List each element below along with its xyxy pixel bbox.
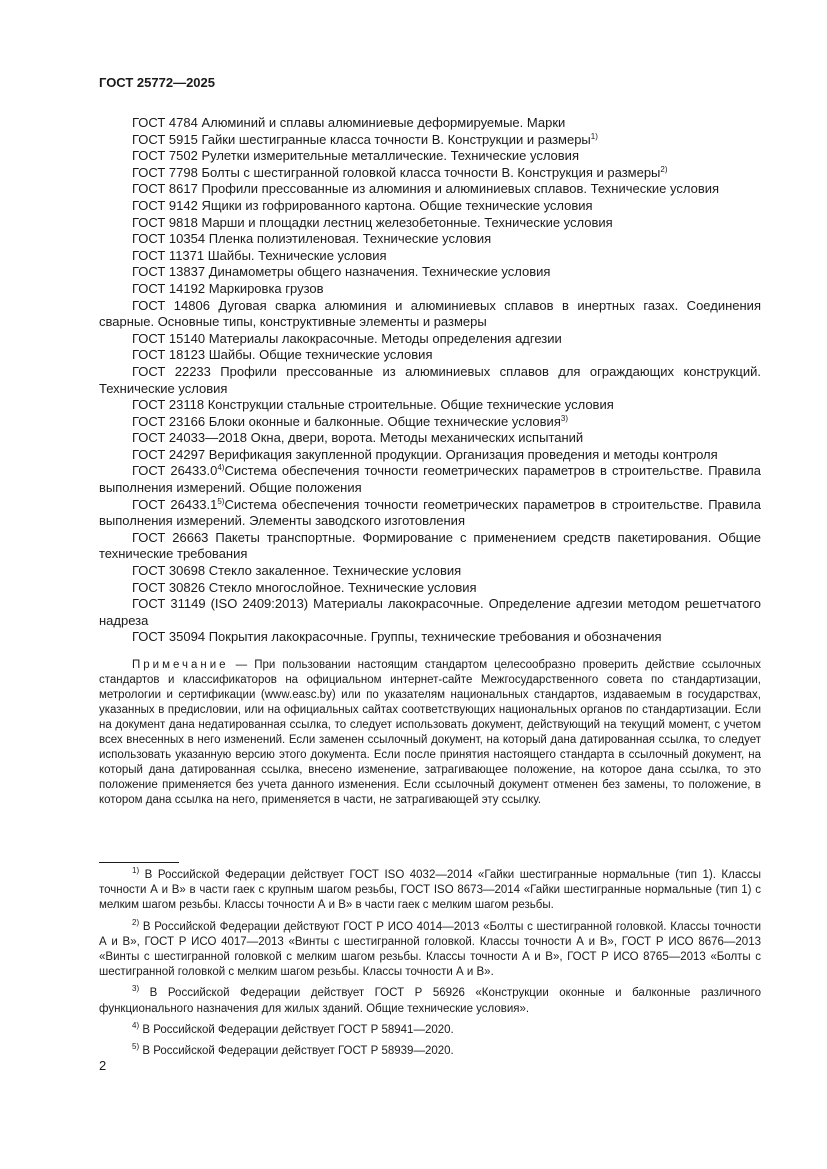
reference-item: ГОСТ 4784 Алюминий и сплавы алюминиевые деформируемые. Марки: [132, 115, 566, 130]
footnote-ref: 2): [660, 164, 668, 174]
footnote: $^{2)}$ В Российской Федерации действуют ГОСТ Р ИСО 4014—2013 «Болты с шестигранной головкой. Классы точности А и В», ГОСТ Р ИСО 4017—2013 «Винты с шестигранной головкой. Классы точности А и В», ГОСТ Р ИСО 8676—2013 «Винты с шестигранной головкой с мелким шагом резьбы. Классы точности А и В», ГОСТ Р ИСО 8765—2013 «Болты с шестигранной головкой с мелким шагом резьбы. Классы точности А и В».: [99, 917, 761, 979]
footnote-mark: 5): [132, 1042, 140, 1052]
footnote-ref: 4): [217, 463, 225, 473]
reference-item: ГОСТ 11371 Шайбы. Технические условия: [132, 247, 387, 263]
reference-item: ГОСТ 9142 Ящики из гофрированного картона. Общие технические условия: [132, 197, 593, 213]
reference-item: ГОСТ 22233 Профили прессованные из алюминиевых сплавов для ограждающих конструкций. Технические условия: [99, 363, 761, 396]
reference-item: ГОСТ 5915 Гайки шестигранные класса точности В. Конструкции и размеры$^{1)}$: [132, 131, 598, 147]
reference-item: ГОСТ 18123 Шайбы. Общие технические условия: [132, 347, 433, 363]
footnote: $^{4)}$ В Российской Федерации действует ГОСТ Р 58941—2020.: [132, 1020, 454, 1036]
note-label: Примечание: [132, 659, 229, 671]
reference-item: ГОСТ 10354 Пленка полиэтиленовая. Технические условия: [132, 231, 492, 247]
note-text: — При пользовании настоящим стандартом целесообразно проверить действие ссылочных стандартов и классификаторов на официальном интернет-сайте Межгосударственного совета по стандартизации, метрологии и сертификации (www.easc.by) или по указателям национальных стандартов, издаваемым в государствах, указанных в предисловии, или на официальных сайтах соответствующих национальных органов по стандартизации. Если на документ дана недатированная ссылка, то следует использовать документ, действующий на текущий момент, с учетом всех внесенных в него изменений. Если заменен ссылочный документ, на который дана датированная ссылка, то следует использовать указанную версию этого документа. Если после принятия настоящего стандарта в ссылочный документ, на который дана датированная ссылка, внесено изменение, затрагивающее положение, на которое дана ссылка, то это положение применяется без учета данного изменения. Если ссылочный документ отменен без замены, то положение, в котором дана ссылка на него, применяется в части, не затрагивающей эту ссылку.: [99, 659, 761, 806]
reference-item: ГОСТ 30826 Стекло многослойное. Технические условия: [132, 579, 477, 595]
footnote-separator: [99, 862, 179, 863]
reference-item: ГОСТ 23118 Конструкции стальные строительные. Общие технические условия: [132, 397, 614, 413]
footnote-mark: 3): [132, 984, 140, 994]
reference-item: ГОСТ 14806 Дуговая сварка алюминия и алюминиевых сплавов в инертных газах. Соединения сварные. Основные типы, конструктивные элементы и размеры: [99, 297, 761, 330]
reference-item: ГОСТ 7798 Болты с шестигранной головкой класса точности В. Конструкция и размеры$^{2)}$: [132, 164, 668, 180]
document-header: ГОСТ 25772—2025: [99, 75, 215, 90]
footnote-mark: 4): [132, 1020, 140, 1030]
reference-item: ГОСТ 7502 Рулетки измерительные металлические. Технические условия: [132, 148, 579, 164]
footnotes-list: [99, 868, 761, 1065]
reference-item: ГОСТ 8617 Профили прессованные из алюминия и алюминиевых сплавов. Технические условия: [132, 181, 720, 197]
note-block: [99, 658, 761, 808]
reference-item: ГОСТ 14192 Маркировка грузов: [132, 280, 324, 296]
footnote-ref: 5): [217, 496, 225, 506]
reference-item: ГОСТ 35094 Покрытия лакокрасочные. Группы, технические требования и обозначения: [132, 629, 662, 645]
footnote: $^{1)}$ В Российской Федерации действует ГОСТ ISO 4032—2014 «Гайки шестигранные нормальные (тип 1). Классы точности А и В» в части гаек с крупным шагом резьбы, ГОСТ ISO 8673—2014 «Гайки шестигранные нормальные (тип 1) с мелким шагом резьбы. Классы точности А и В» в части гаек с мелким шагом резьбы.: [99, 866, 762, 912]
reference-item: ГОСТ 9818 Марши и площадки лестниц железобетонные. Технические условия: [132, 214, 613, 230]
reference-item: ГОСТ 26433.0$^{4)}$Система обеспечения точности геометрических параметров в строительстве. Правила выполнения измерений. Общие положения: [99, 463, 761, 496]
reference-item: ГОСТ 31149 (ISO 2409:2013) Материалы лакокрасочные. Определение адгезии методом решетчатого надреза: [99, 596, 761, 628]
reference-item: ГОСТ 24033—2018 Окна, двери, ворота. Методы механических испытаний: [132, 430, 584, 446]
footnote-ref: 3): [560, 413, 568, 423]
reference-item: ГОСТ 23166 Блоки оконные и балконные. Общие технические условия$^{3)}$: [132, 413, 568, 429]
reference-item: ГОСТ 26433.1$^{5)}$Система обеспечения точности геометрических параметров в строительстве. Правила выполнения измерений. Элементы заводского изготовления: [99, 496, 761, 529]
reference-item: ГОСТ 13837 Динамометры общего назначения. Технические условия: [132, 264, 551, 280]
reference-item: ГОСТ 15140 Материалы лакокрасочные. Методы определения адгезии: [132, 330, 562, 346]
reference-item: ГОСТ 30698 Стекло закаленное. Технические условия: [132, 563, 462, 579]
footnote-ref: 1): [590, 131, 598, 141]
footnote: $^{3)}$ В Российской Федерации действует ГОСТ Р 56926 «Конструкции оконные и балконные различного функционального назначения для жилых зданий. Общие технические условия».: [99, 984, 761, 1015]
footnote: $^{5)}$ В Российской Федерации действует ГОСТ Р 58939—2020.: [132, 1042, 454, 1058]
reference-item: ГОСТ 24297 Верификация закупленной продукции. Организация проведения и методы контроля: [132, 446, 718, 462]
page-number: 2: [99, 1058, 107, 1073]
footnote-mark: 2): [132, 917, 140, 927]
footnote-mark: 1): [132, 866, 140, 875]
reference-item: ГОСТ 26663 Пакеты транспортные. Формирование с применением средств пакетирования. Общие технические требования: [99, 529, 761, 562]
references-list: [99, 115, 761, 646]
